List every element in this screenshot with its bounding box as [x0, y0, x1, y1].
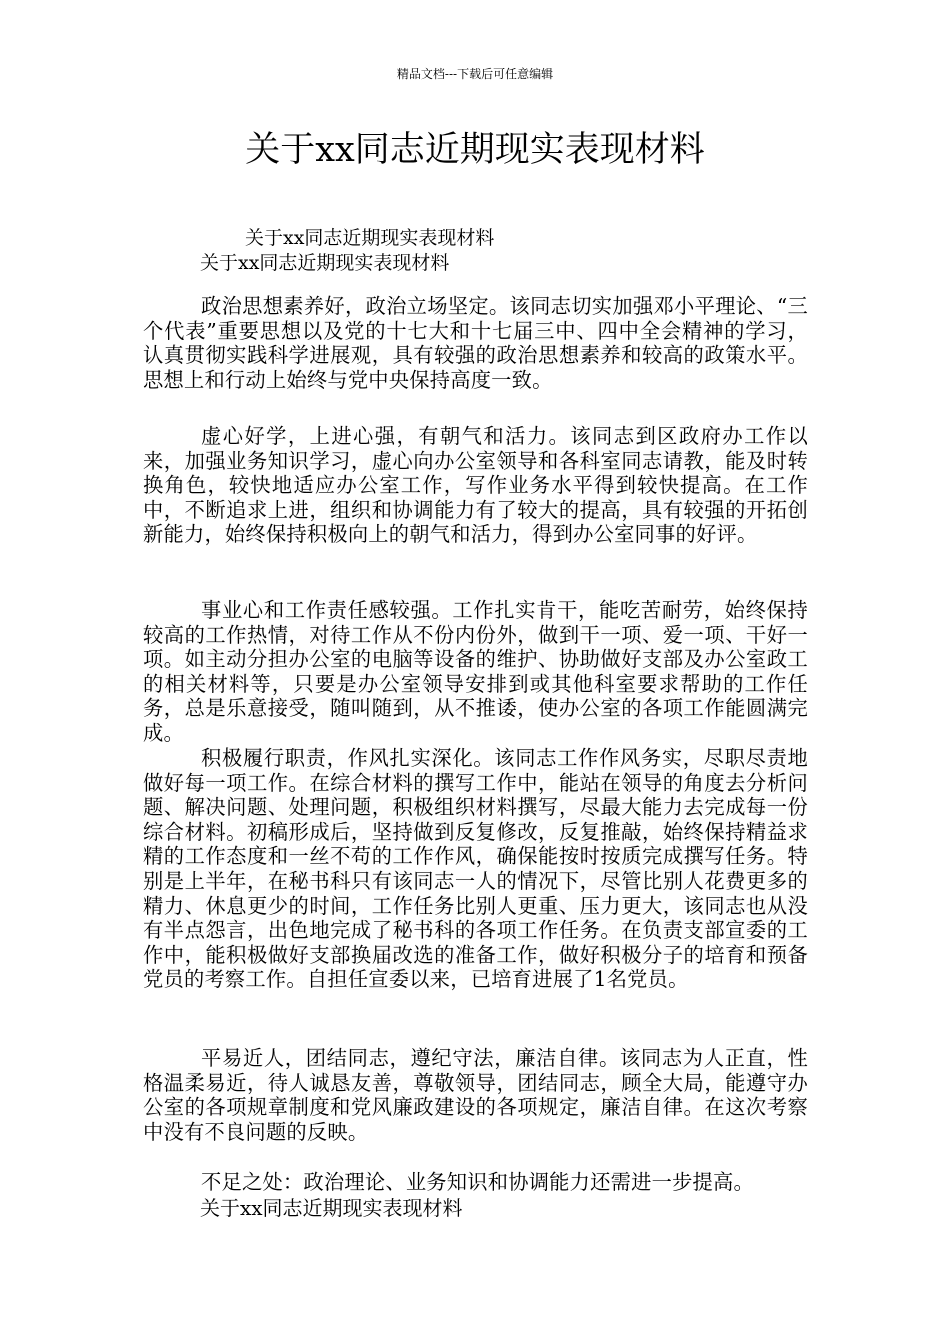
paragraph-political: 政治思想素养好，政治立场坚定。该同志切实加强邓小平理论、“三个代表”重要思想以及党的十七大和十七届三中、四中全会精神的学习，认真贯彻实践科学进展观，具有较强的政治思想素养和较高的政策水平。思想上和行动上始终与党中央保持高度一致。 — [143, 294, 808, 392]
paragraph-integrity: 平易近人，团结同志，遵纪守法，廉洁自律。该同志为人正直，性格温柔易近，待人诚恳友善，尊敬领导，团结同志，顾全大局，能遵守办公室的各项规章制度和党风廉政建设的各项规定，廉洁自律。在这次考察中没有不良问题的反映。 — [143, 1046, 808, 1144]
subtitle-line-2: 关于xx同志近期现实表现材料 — [200, 252, 450, 274]
closing-line: 关于xx同志近期现实表现材料 — [200, 1196, 463, 1220]
paragraph-shortcomings: 不足之处：政治理论、业务知识和协调能力还需进一步提高。 — [201, 1170, 754, 1194]
paragraph-duties: 积极履行职责，作风扎实深化。该同志工作作风务实，尽职尽责地做好每一项工作。在综合材料的撰写工作中，能站在领导的角度去分析问题、解决问题、处理问题，积极组织材料撰写，尽最大能力去完成每一份综合材料。初稿形成后，坚持做到反复修改，反复推敲，始终保持精益求精的工作态度和一丝不苟的工作作风，确保能按时按质完成撰写任务。特别是上半年，在秘书科只有该同志一人的情况下，尽管比别人花费更多的精力、休息更少的时间，工作任务比别人更重、压力更大，该同志也从没有半点怨言，出色地完成了秘书科的各项工作任务。在负责支部宣委的工作中，能积极做好支部换届改选的准备工作，做好积极分子的培育和预备党员的考察工作。自担任宣委以来，已培育进展了1名党员。 — [143, 746, 808, 992]
header-note: 精品文档---下载后可任意编辑 — [396, 67, 554, 81]
subtitle-line-1: 关于xx同志近期现实表现材料 — [245, 227, 495, 249]
document-title: 关于xx同志近期现实表现材料 — [245, 130, 705, 170]
paragraph-learning: 虚心好学，上进心强，有朝气和活力。该同志到区政府办工作以来，加强业务知识学习，虚心向办公室领导和各科室同志请教，能及时转换角色，较快地适应办公室工作，写作业务水平得到较快提高。在工作中，不断追求上进，组织和协调能力有了较大的提高，具有较强的开拓创新能力，始终保持积极向上的朝气和活力，得到办公室同事的好评。 — [143, 424, 808, 547]
paragraph-responsibility: 事业心和工作责任感较强。工作扎实肯干，能吃苦耐劳，始终保持较高的工作热情，对待工作从不份内份外，做到干一项、爱一项、干好一项。如主动分担办公室的电脑等设备的维护、协助做好支部及办公室政工的相关材料等，只要是办公室领导安排到或其他科室要求帮助的工作任务，总是乐意接受，随叫随到，从不推诿，使办公室的各项工作能圆满完成。 — [143, 598, 808, 745]
